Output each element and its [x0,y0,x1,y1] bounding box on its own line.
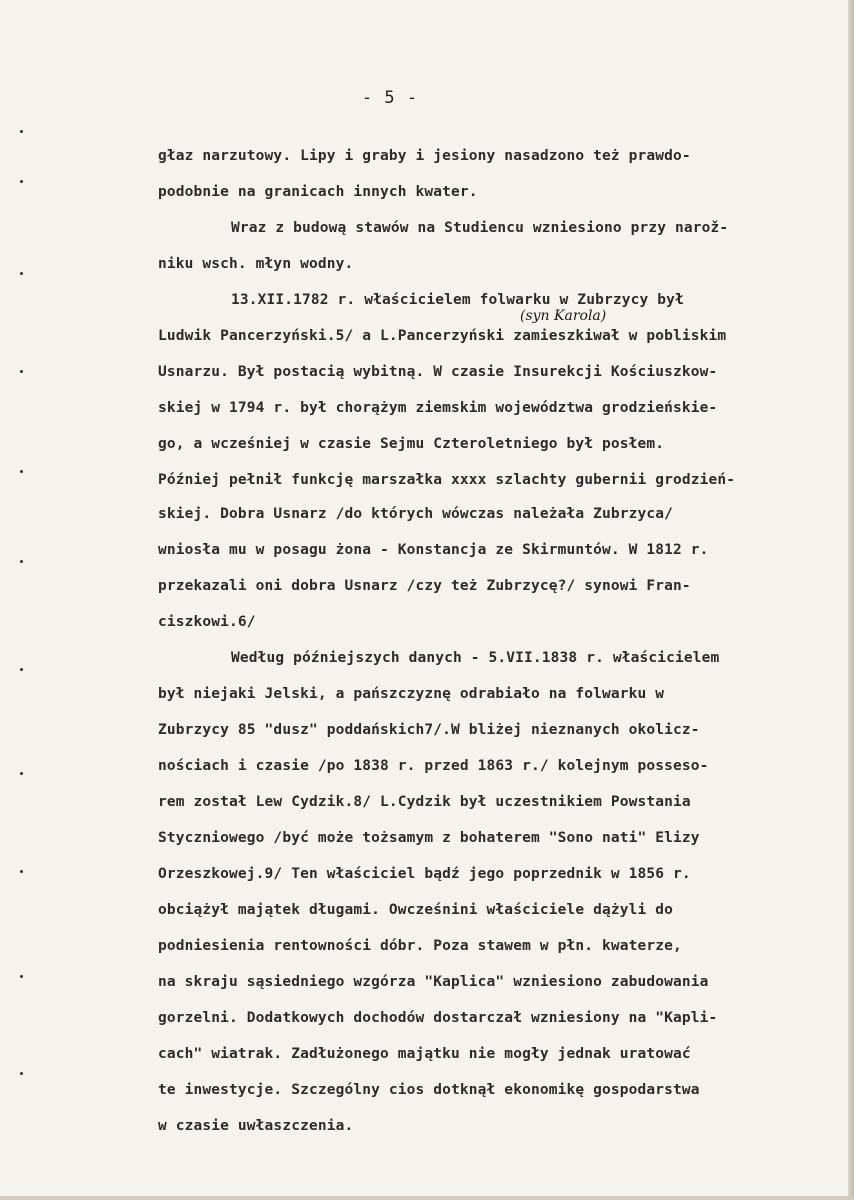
margin-dot [20,370,23,373]
page-bottom-edge [0,1196,854,1200]
text-line: te inwestycje. Szczególny cios dotknął ekonomikę gospodarstwa [158,1082,700,1098]
margin-dot [20,470,23,473]
text-line: obciążył majątek długami. Owcześnini właściciele dążyli do [158,902,674,918]
text-line: przekazali oni dobra Usnarz /czy też Zubrzycę?/ synowi Fran- [158,578,691,594]
text-line: Według późniejszych danych - 5.VII.1838 r. właścicielem [231,650,720,666]
text-line: go, a wcześniej w czasie Sejmu Czteroletniego był posłem. [158,436,665,452]
page-edge-shadow [848,0,854,1200]
text-line: Usnarzu. Był postacią wybitną. W czasie Insurekcji Kościuszkow- [158,364,718,380]
text-line: Styczniowego /być może tożsamym z bohaterem "Sono nati" Elizy [158,830,700,846]
text-line: skiej w 1794 r. był chorążym ziemskim województwa grodzieńskie- [158,400,718,416]
margin-dot [20,130,23,133]
text-line: Orzeszkowej.9/ Ten właściciel bądź jego poprzednik w 1856 r. [158,866,691,882]
margin-dot [20,560,23,563]
text-line: nościach i czasie /po 1838 r. przed 1863 r./ kolejnym posseso- [158,758,709,774]
margin-dot [20,975,23,978]
page-number: - 5 - [361,88,419,108]
text-line: ciszkowi.6/ [158,614,256,630]
margin-dot [20,668,23,671]
text-line: rem został Lew Cydzik.8/ L.Cydzik był uczestnikiem Powstania [158,794,691,810]
text-line: podniesienia rentowności dóbr. Poza stawem w płn. kwaterze, [158,938,682,954]
text-line: Wraz z budową stawów na Studiencu wzniesiono przy narož- [231,220,729,236]
margin-dot [20,772,23,775]
text-line: w czasie uwłaszczenia. [158,1118,354,1134]
text-line: podobnie na granicach innych kwater. [158,184,478,200]
text-line: Później pełnił funkcję marszałka xxxx szlachty gubernii grodzień- [158,472,736,488]
text-line: Ludwik Pancerzyński.5/ a L.Pancerzyński zamieszkiwał w pobliskim [158,328,727,344]
text-line: skiej. Dobra Usnarz /do których wówczas należała Zubrzyca/ [158,506,674,522]
margin-dot [20,272,23,275]
text-line: głaz narzutowy. Lipy i graby i jesiony nasadzono też prawdo- [158,148,691,164]
margin-dot [20,1072,23,1075]
margin-dot [20,870,23,873]
text-line: był niejaki Jelski, a pańszczyznę odrabiało na folwarku w [158,686,665,702]
text-line: gorzelni. Dodatkowych dochodów dostarczał wzniesiony na "Kapli- [158,1010,718,1026]
text-line: 13.XII.1782 r. właścicielem folwarku w Zubrzycy był [231,292,684,308]
text-line: niku wsch. młyn wodny. [158,256,354,272]
margin-dot [20,180,23,183]
text-line: Zubrzycy 85 "dusz" poddańskich7/.W bliżej nieznanych okolicz- [158,722,700,738]
text-line: na skraju sąsiedniego wzgórza "Kaplica" wzniesiono zabudowania [158,974,709,990]
text-line: wniosła mu w posagu żona - Konstancja ze Skirmuntów. W 1812 r. [158,542,709,558]
text-line: cach" wiatrak. Zadłużonego majątku nie mogły jednak uratować [158,1046,691,1062]
handwritten-annotation: (syn Karola) [520,308,607,324]
